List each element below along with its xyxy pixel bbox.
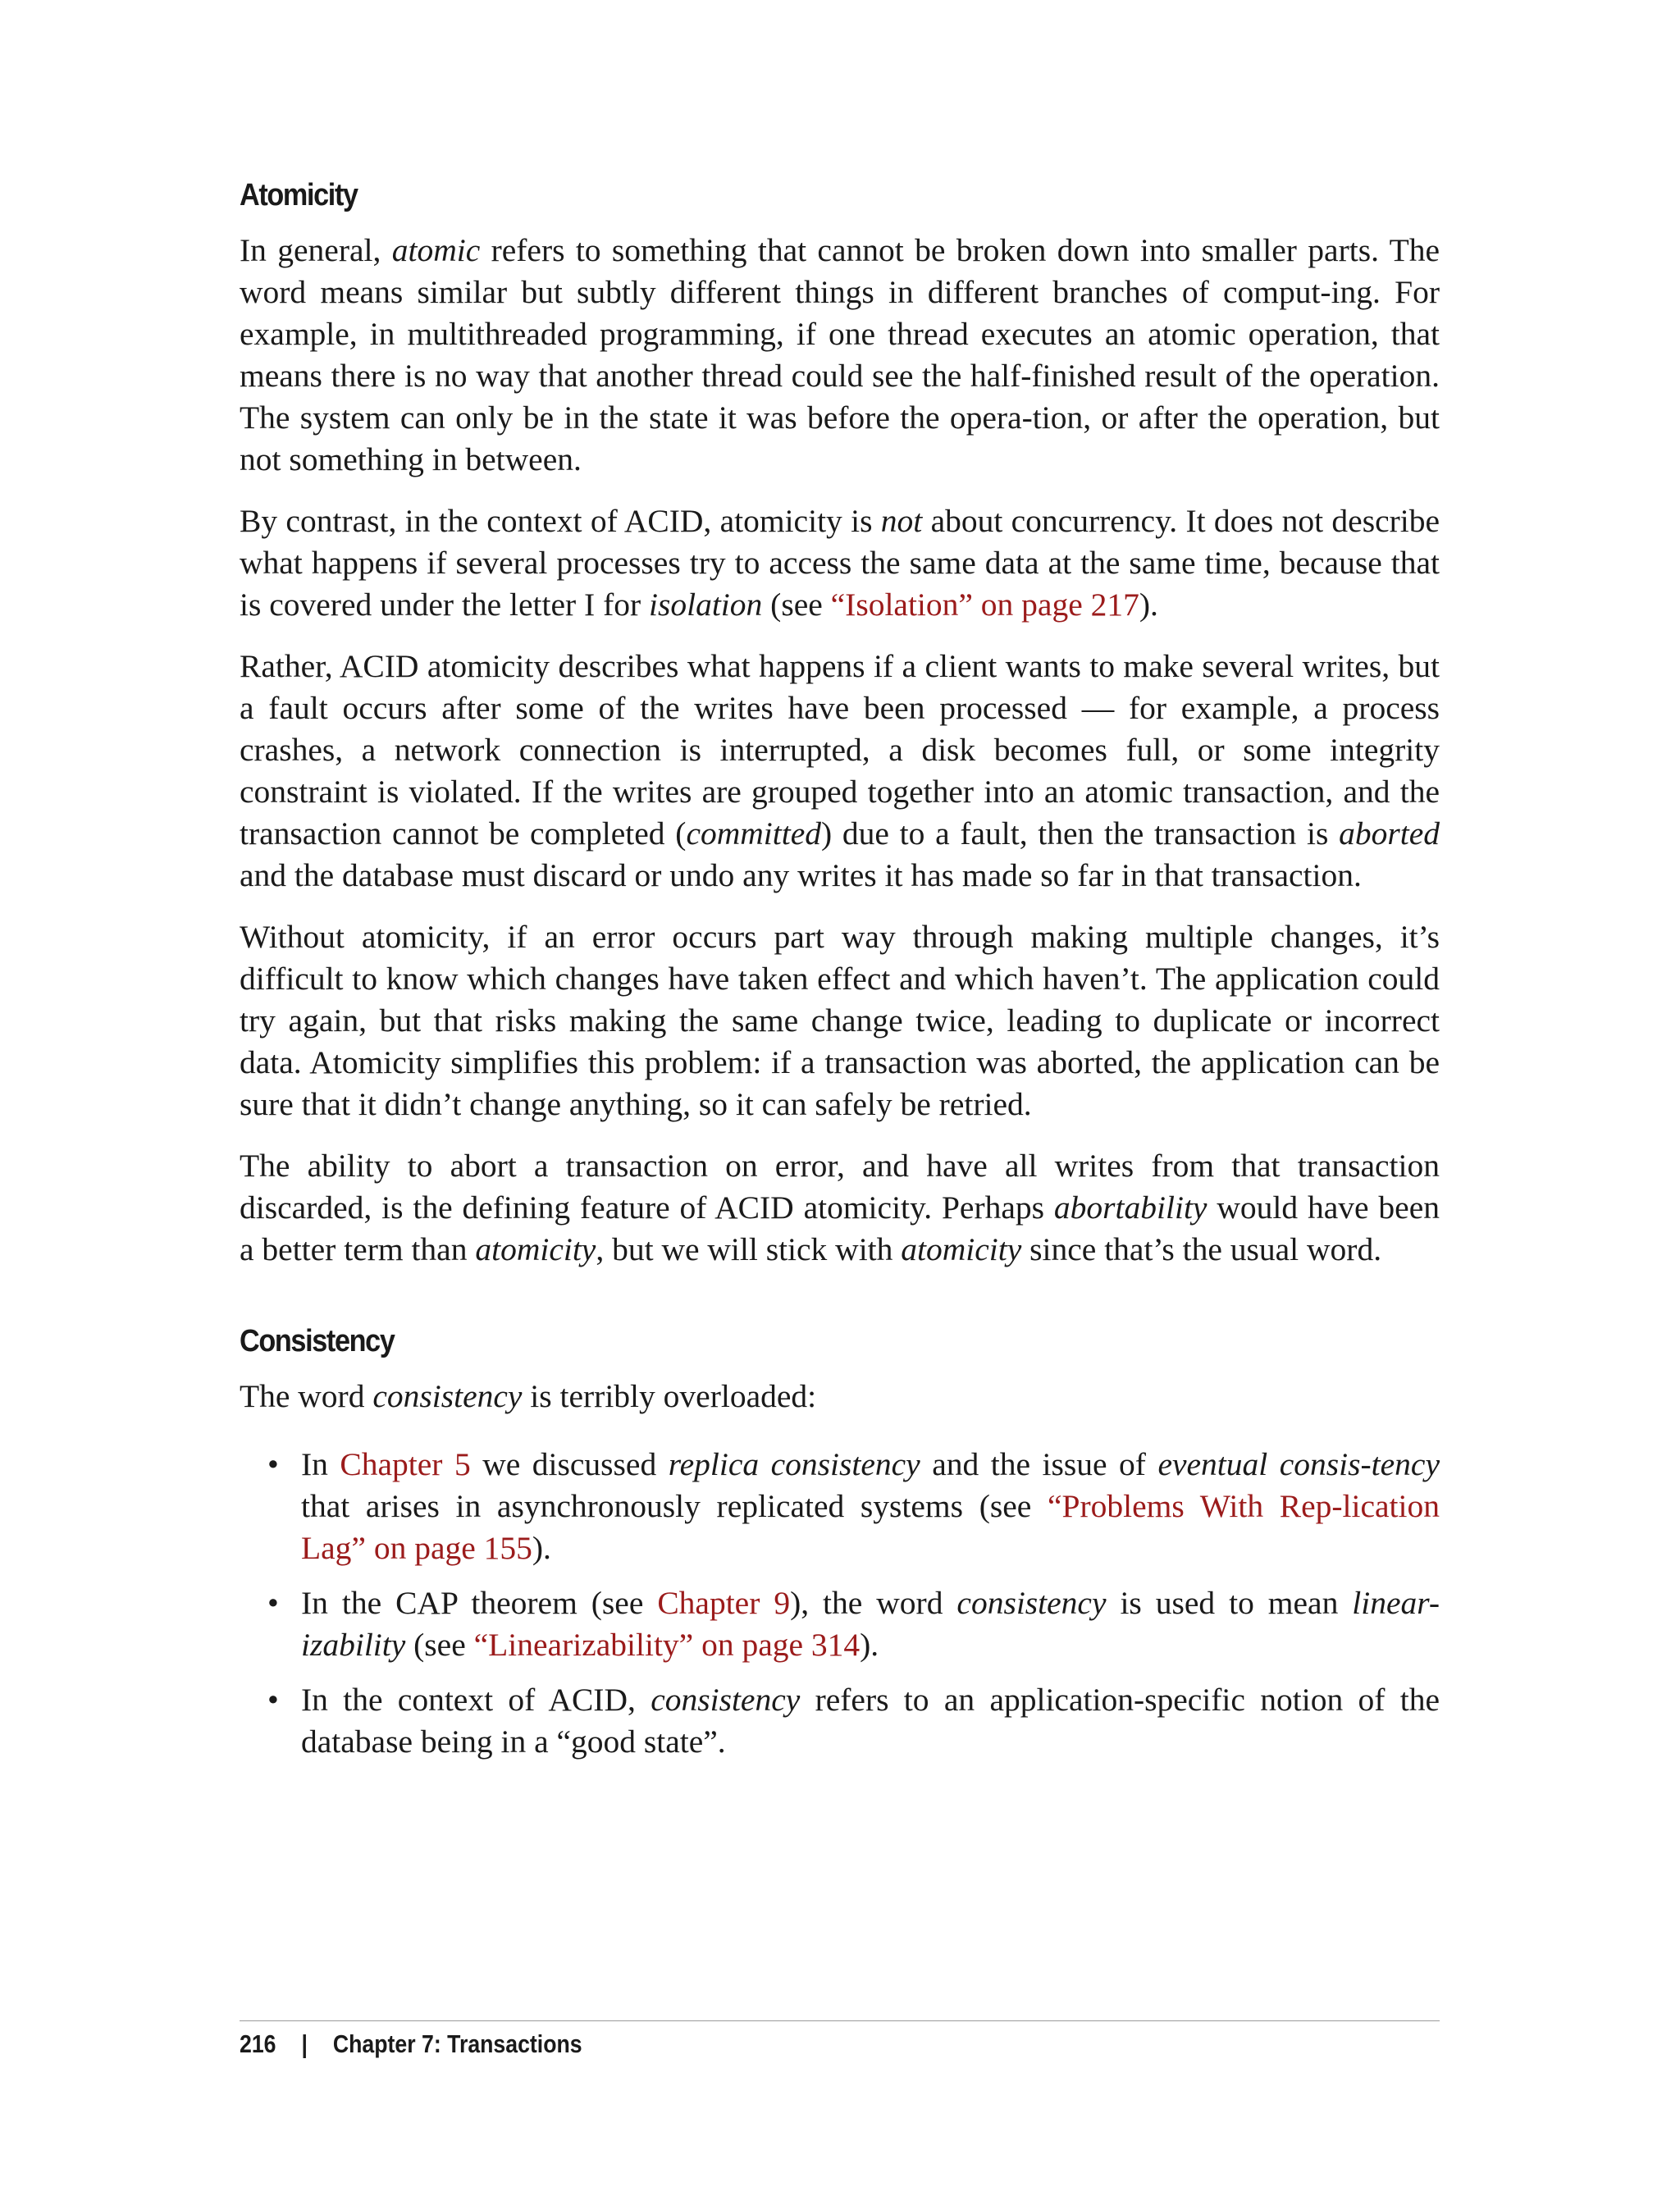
page-footer [240,2029,582,2059]
page-content [240,172,1440,1776]
footer-separator: | [301,2029,308,2058]
link-chapter-5[interactable]: Chapter 5 [340,1446,471,1482]
paragraph-atomicity-2: By contrast, in the context of ACID, atomicity is not about concurrency. It does not describe what happens if several processes try to access the same data at the same time, because that is covered under the letter I for isolation (see “Isolation” on page 217). [240,503,1440,623]
link-linearizability-page-314[interactable]: “Linearizability” on page 314 [473,1627,861,1663]
list-item: • In Chapter 5 we discussed replica consistency and the issue of eventual consis-tency that arises in asynchronously replicated systems (see “Problems With Rep-lication Lag” on page 155). [240,1444,1440,1569]
bullet-icon: • [267,1585,279,1621]
link-chapter-9[interactable]: Chapter 9 [657,1585,791,1621]
paragraph-atomicity-4: Without atomicity, if an error occurs part way through making multiple changes, it’s difficult to know which changes have taken effect and which haven’t. The application could try again, but that risks making the same change twice, leading to duplicate or incorrect data. Atomicity simplifies this problem: if a transaction was aborted, the application can be sure that it didn’t change anything, so it can safely be retried. [240,919,1440,1122]
paragraph-atomicity-3: Rather, ACID atomicity describes what happens if a client wants to make several writes, but a fault occurs after some of the writes have been processed — for example, a process crashes, a network connection is interrupted, a disk becomes full, or some integrity constraint is violated. If the writes are grouped together into an atomic transaction, and the transaction cannot be completed (committed) due to a fault, then the transaction is aborted and the database must discard or undo any writes it has made so far in that transaction. [240,648,1440,893]
chapter-title: Chapter 7: Transactions [332,2029,582,2058]
section-spacer [240,1290,1440,1318]
paragraph-atomicity-1: In general, atomic refers to something that cannot be broken down into smaller parts. The word means similar but subtly different things in different branches of comput-ing. For example, in multithreaded programming, if one thread executes an atomic operation, that means there is no way that another thread could see the half-finished result of the operation. The system can only be in the state it was before the opera-tion, or after the operation, but not something in between. [240,232,1440,477]
link-replication-lag-page-155[interactable]: “Problems With Rep-lication Lag” on page 155 [301,1488,1440,1566]
section-heading-consistency: Consistency [240,1324,395,1358]
link-isolation-page-217[interactable]: “Isolation” on page 217 [830,587,1139,623]
paragraph-atomicity-5: The ability to abort a transaction on error, and have all writes from that transaction discarded, is the defining feature of ACID atomicity. Perhaps abortability would have been a better term than atomicity, but we will stick with atomicity since that’s the usual word. [240,1148,1440,1267]
bullet-icon: • [267,1682,279,1718]
list-item: • In the CAP theorem (see Chapter 9), the word consistency is used to mean linear-izability (see “Linearizability” on page 314). [240,1582,1440,1666]
page-number: 216 [240,2029,276,2058]
list-item: • In the context of ACID, consistency refers to an application-specific notion of the database being in a “good state”. [240,1679,1440,1763]
footer-divider [240,2020,1440,2021]
consistency-bullet-list [240,1444,1440,1763]
bullet-icon: • [267,1446,279,1482]
paragraph-consistency-intro: The word consistency is terribly overloaded: [240,1378,817,1414]
section-heading-atomicity: Atomicity [240,178,358,212]
